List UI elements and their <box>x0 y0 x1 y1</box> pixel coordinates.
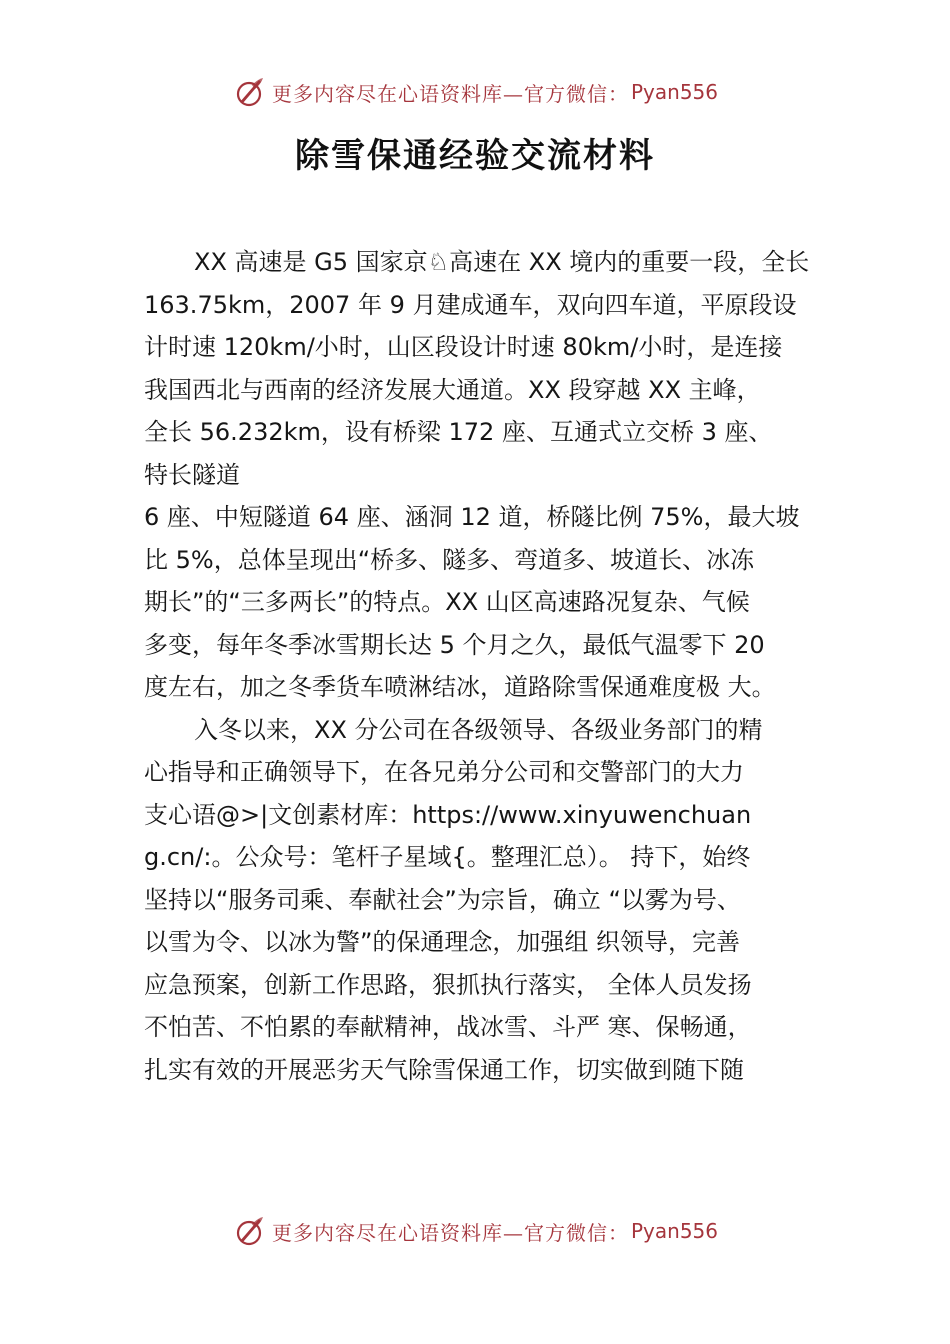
quill-pen-seal-icon <box>232 75 266 109</box>
text-line: 期长”的“三多两长”的特点。XX 山区高速路况复杂、气候 <box>144 588 750 616</box>
text-line: 应急预案，创新工作思路，狠抓执行落实， 全体人员发扬 <box>144 970 752 999</box>
text-line: 特长隧道 <box>144 460 240 489</box>
text-line: 全长 56.232km，设有桥梁 172 座、互通式立交桥 3 座、 <box>144 418 773 446</box>
watermark-wechat-id: Pyan556 <box>630 80 718 104</box>
text-line: 多变，每年冬季冰雪期长达 5 个月之久，最低气温零下 20 <box>144 630 765 659</box>
document-title: 除雪保通经验交流材料 <box>295 136 655 176</box>
document-body <box>144 241 824 1091</box>
text-line: 坚持以“服务司乘、奉献社会”为宗旨，确立 “以雾为号、 <box>144 885 741 914</box>
footer-watermark <box>0 1211 950 1251</box>
watermark-text: 更多内容尽在心语资料库—官方微信： <box>271 81 629 106</box>
header-watermark <box>0 72 950 112</box>
watermark-text: 更多内容尽在心语资料库—官方微信： <box>271 1220 629 1245</box>
text-line: 不怕苦、不怕累的奉献精神，战冰雪、斗严 寒、保畅通， <box>144 1013 752 1041</box>
text-line: XX 高速是 G5 国家京♘高速在 XX 境内的重要一段，全长 <box>194 248 810 276</box>
text-line: 扎实有效的开展恶劣天气除雪保通工作，切实做到随下随 <box>144 1055 744 1084</box>
text-line: 以雪为令、以冰为警”的保通理念，加强组 织领导，完善 <box>144 928 741 956</box>
text-line: g.cn/:。公众号：笔杆子星域{。整理汇总）。 持下，始终 <box>144 843 751 871</box>
text-line: 度左右，加之冬季货车喷淋结冰，道路除雪保通难度极 大。 <box>144 673 776 701</box>
watermark-wechat-id: Pyan556 <box>630 1219 718 1243</box>
text-line: 比 5%，总体呈现出“桥多、隧多、弯道多、坡道长、冰冻 <box>144 545 755 574</box>
text-line: 计时速 120km/小时，山区段设计时速 80km/小时，是连接 <box>144 333 783 361</box>
text-line: 心指导和正确领导下，在各兄弟分公司和交警部门的大力 <box>144 758 744 786</box>
text-line: 6 座、中短隧道 64 座、涵洞 12 道，桥隧比例 75%，最大坡 <box>144 503 800 531</box>
text-line: 163.75km，2007 年 9 月建成通车，双向四车道，平原段设 <box>144 290 797 319</box>
text-line: 入冬以来，XX 分公司在各级领导、各级业务部门的精 <box>194 715 763 744</box>
text-line: 支心语@>|文创素材库：https://www.xinyuwenchuan <box>144 800 752 829</box>
text-line: 我国西北与西南的经济发展大通道。XX 段穿越 XX 主峰， <box>144 375 761 404</box>
quill-pen-seal-icon <box>232 1214 266 1248</box>
